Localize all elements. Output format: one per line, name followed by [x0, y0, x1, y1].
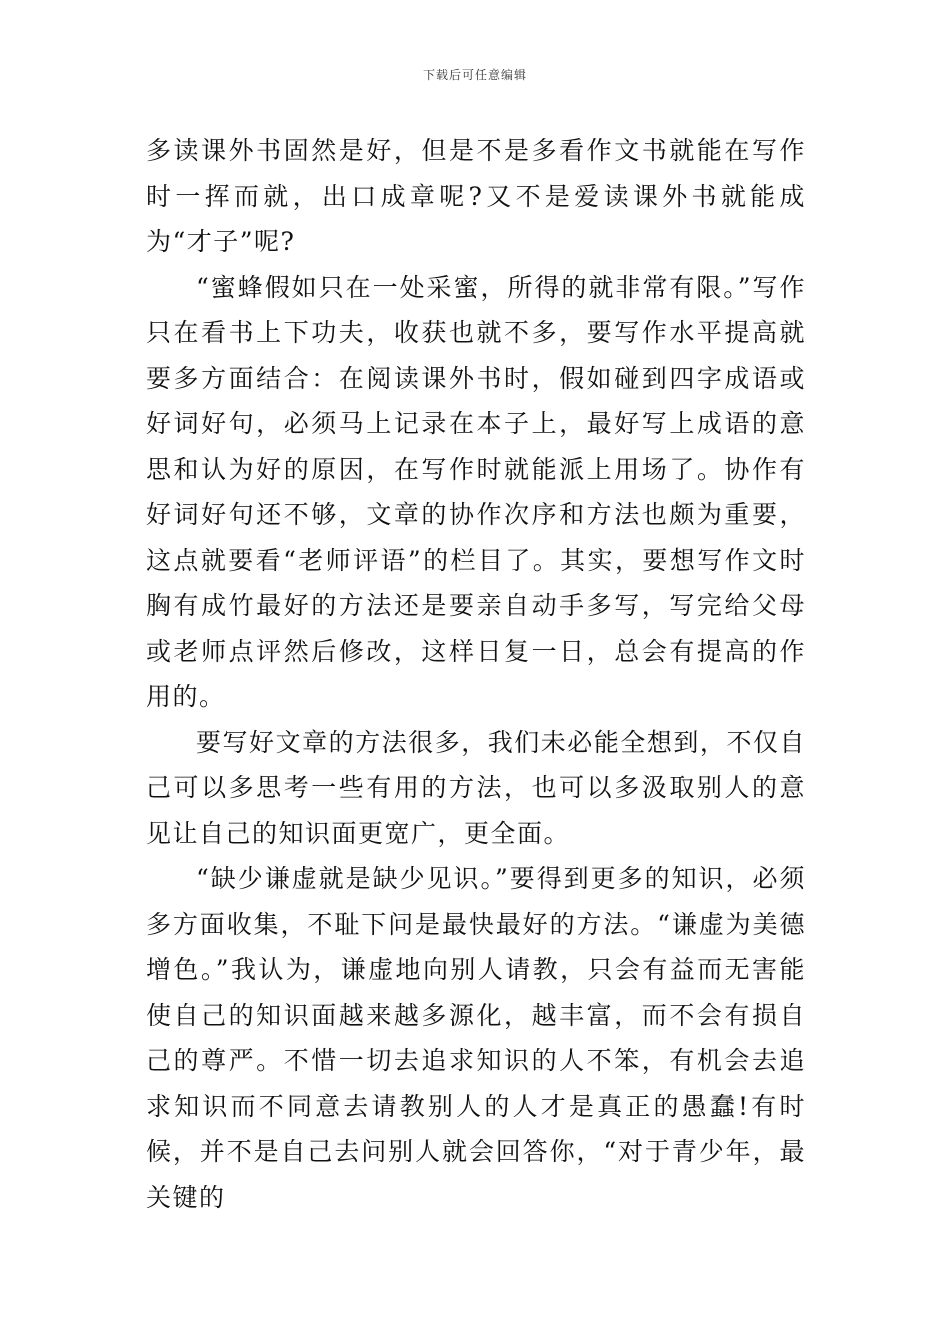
paragraph: “缺少谦虚就是缺少见识。”要得到更多的知识，必须多方面收集，不耻下问是最快最好的方法。“谦虚为美德增色。”我认为，谦虚地向别人请教，只会有益而无害能使自己的知识面越来越多源化，越丰富，而不会有损自己的尊严。不惜一切去追求知识的人不笨，有机会去追求知识而不同意去请教别人的人才是真正的愚蠢!有时候，并不是自己去问别人就会回答你，“对于青少年，最关键的 — [146, 864, 806, 1212]
document-body — [146, 128, 806, 1220]
paragraph: 要写好文章的方法很多，我们未必能全想到，不仅自己可以多思考一些有用的方法，也可以多汲取别人的意见让自己的知识面更宽广，更全面。 — [146, 727, 806, 848]
page-header: 下载后可任意编辑 — [422, 68, 527, 82]
paragraph: 多读课外书固然是好，但是不是多看作文书就能在写作时一挥而就，出口成章呢?又不是爱读课外书就能成为“才子”呢? — [146, 136, 806, 256]
paragraph: “蜜蜂假如只在一处采蜜，所得的就非常有限。”写作只在看书上下功夫，收获也就不多，要写作水平提高就要多方面结合：在阅读课外书时，假如碰到四字成语或好词好句，必须马上记录在本子上，最好写上成语的意思和认为好的原因，在写作时就能派上用场了。协作有好词好句还不够，文章的协作次序和方法也颇为重要，这点就要看“老师评语”的栏目了。其实，要想写作文时胸有成竹最好的方法还是要亲自动手多写，写完给父母或老师点评然后修改，这样日复一日，总会有提高的作用的。 — [146, 272, 806, 711]
